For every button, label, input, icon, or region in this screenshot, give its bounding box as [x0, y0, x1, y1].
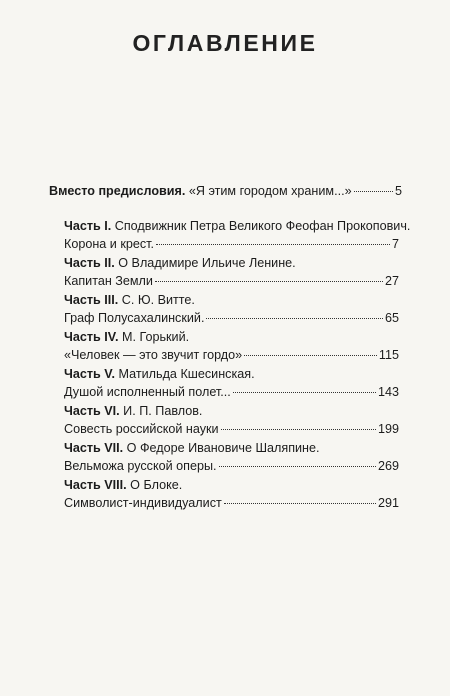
page-number: 291 [377, 496, 399, 510]
entry-text: Совесть российской науки [64, 422, 219, 436]
entry-label: Часть II. [64, 256, 115, 270]
entry-text: М. Горький. [122, 330, 190, 344]
page-number: 269 [377, 459, 399, 473]
dot-leader [155, 280, 383, 282]
entry-text: О Федоре Ивановиче Шаляпине. [126, 441, 320, 455]
entry-text: Символист-индивидуалист [64, 496, 222, 510]
toc-entry-line2[interactable] [64, 421, 399, 437]
page-number: 65 [384, 311, 399, 325]
entry-label: Часть I. [64, 219, 112, 233]
dot-leader [354, 190, 393, 192]
page-number: 115 [378, 348, 399, 362]
entry-text: «Человек — это звучит гордо» [64, 348, 243, 362]
entry-text: Корона и крест. [64, 237, 155, 251]
toc-entry-line1[interactable] [64, 477, 182, 493]
toc-entry-line2[interactable] [64, 458, 399, 474]
toc-entry-line2[interactable] [64, 495, 399, 511]
entry-label: Часть VI. [64, 404, 120, 418]
toc-entry-line1[interactable] [64, 403, 202, 419]
entry-text: Сподвижник Петра Великого Феофан Прокопович. [114, 219, 411, 233]
page-number: 199 [377, 422, 399, 436]
dot-leader [233, 391, 376, 393]
entry-text: Матильда Кшесинская. [118, 367, 255, 381]
toc-entry-line2[interactable] [64, 236, 399, 252]
toc-entry-line1[interactable] [64, 218, 410, 234]
entry-text: Душой исполненный полет... [64, 385, 231, 399]
page-title: ОГЛАВЛЕНИЕ [132, 30, 318, 56]
toc-entry-line1[interactable] [64, 366, 255, 382]
dot-leader [221, 428, 376, 430]
entry-text: О Владимире Ильиче Ленине. [118, 256, 296, 270]
dot-leader [156, 243, 390, 245]
entry-text: Вельможа русской оперы. [64, 459, 217, 473]
page-number: 143 [377, 385, 399, 399]
entry-text: О Блоке. [130, 478, 183, 492]
toc-entry-line1[interactable] [64, 255, 296, 271]
toc-entry-line2[interactable] [64, 347, 399, 363]
entry-text: С. Ю. Витте. [121, 293, 195, 307]
toc-entry-line2[interactable] [64, 384, 399, 400]
entry-label: Часть VIII. [64, 478, 127, 492]
dot-leader [224, 502, 376, 504]
entry-label: Часть V. [64, 367, 116, 381]
entry-label: Часть III. [64, 293, 119, 307]
toc-entry-preface[interactable] [49, 183, 402, 199]
entry-label: Часть VII. [64, 441, 124, 455]
entry-text: Граф Полусахалинский. [64, 311, 205, 325]
toc-entry-line1[interactable] [64, 329, 189, 345]
dot-leader [219, 465, 376, 467]
toc-entry-line2[interactable] [64, 310, 399, 326]
entry-label: Вместо предисловия. [49, 184, 186, 198]
entry-label: Часть IV. [64, 330, 119, 344]
toc-entry-line2[interactable] [64, 273, 399, 289]
entry-text: Капитан Земли [64, 274, 153, 288]
page-number: 27 [384, 274, 399, 288]
dot-leader [244, 354, 377, 356]
dot-leader [206, 317, 383, 319]
toc-entry-line1[interactable] [64, 292, 195, 308]
entry-text: «Я этим городом храним...» [188, 184, 352, 198]
entry-text: И. П. Павлов. [123, 404, 203, 418]
page-number: 5 [394, 184, 402, 198]
page-number: 7 [391, 237, 399, 251]
toc-entry-line1[interactable] [64, 440, 320, 456]
